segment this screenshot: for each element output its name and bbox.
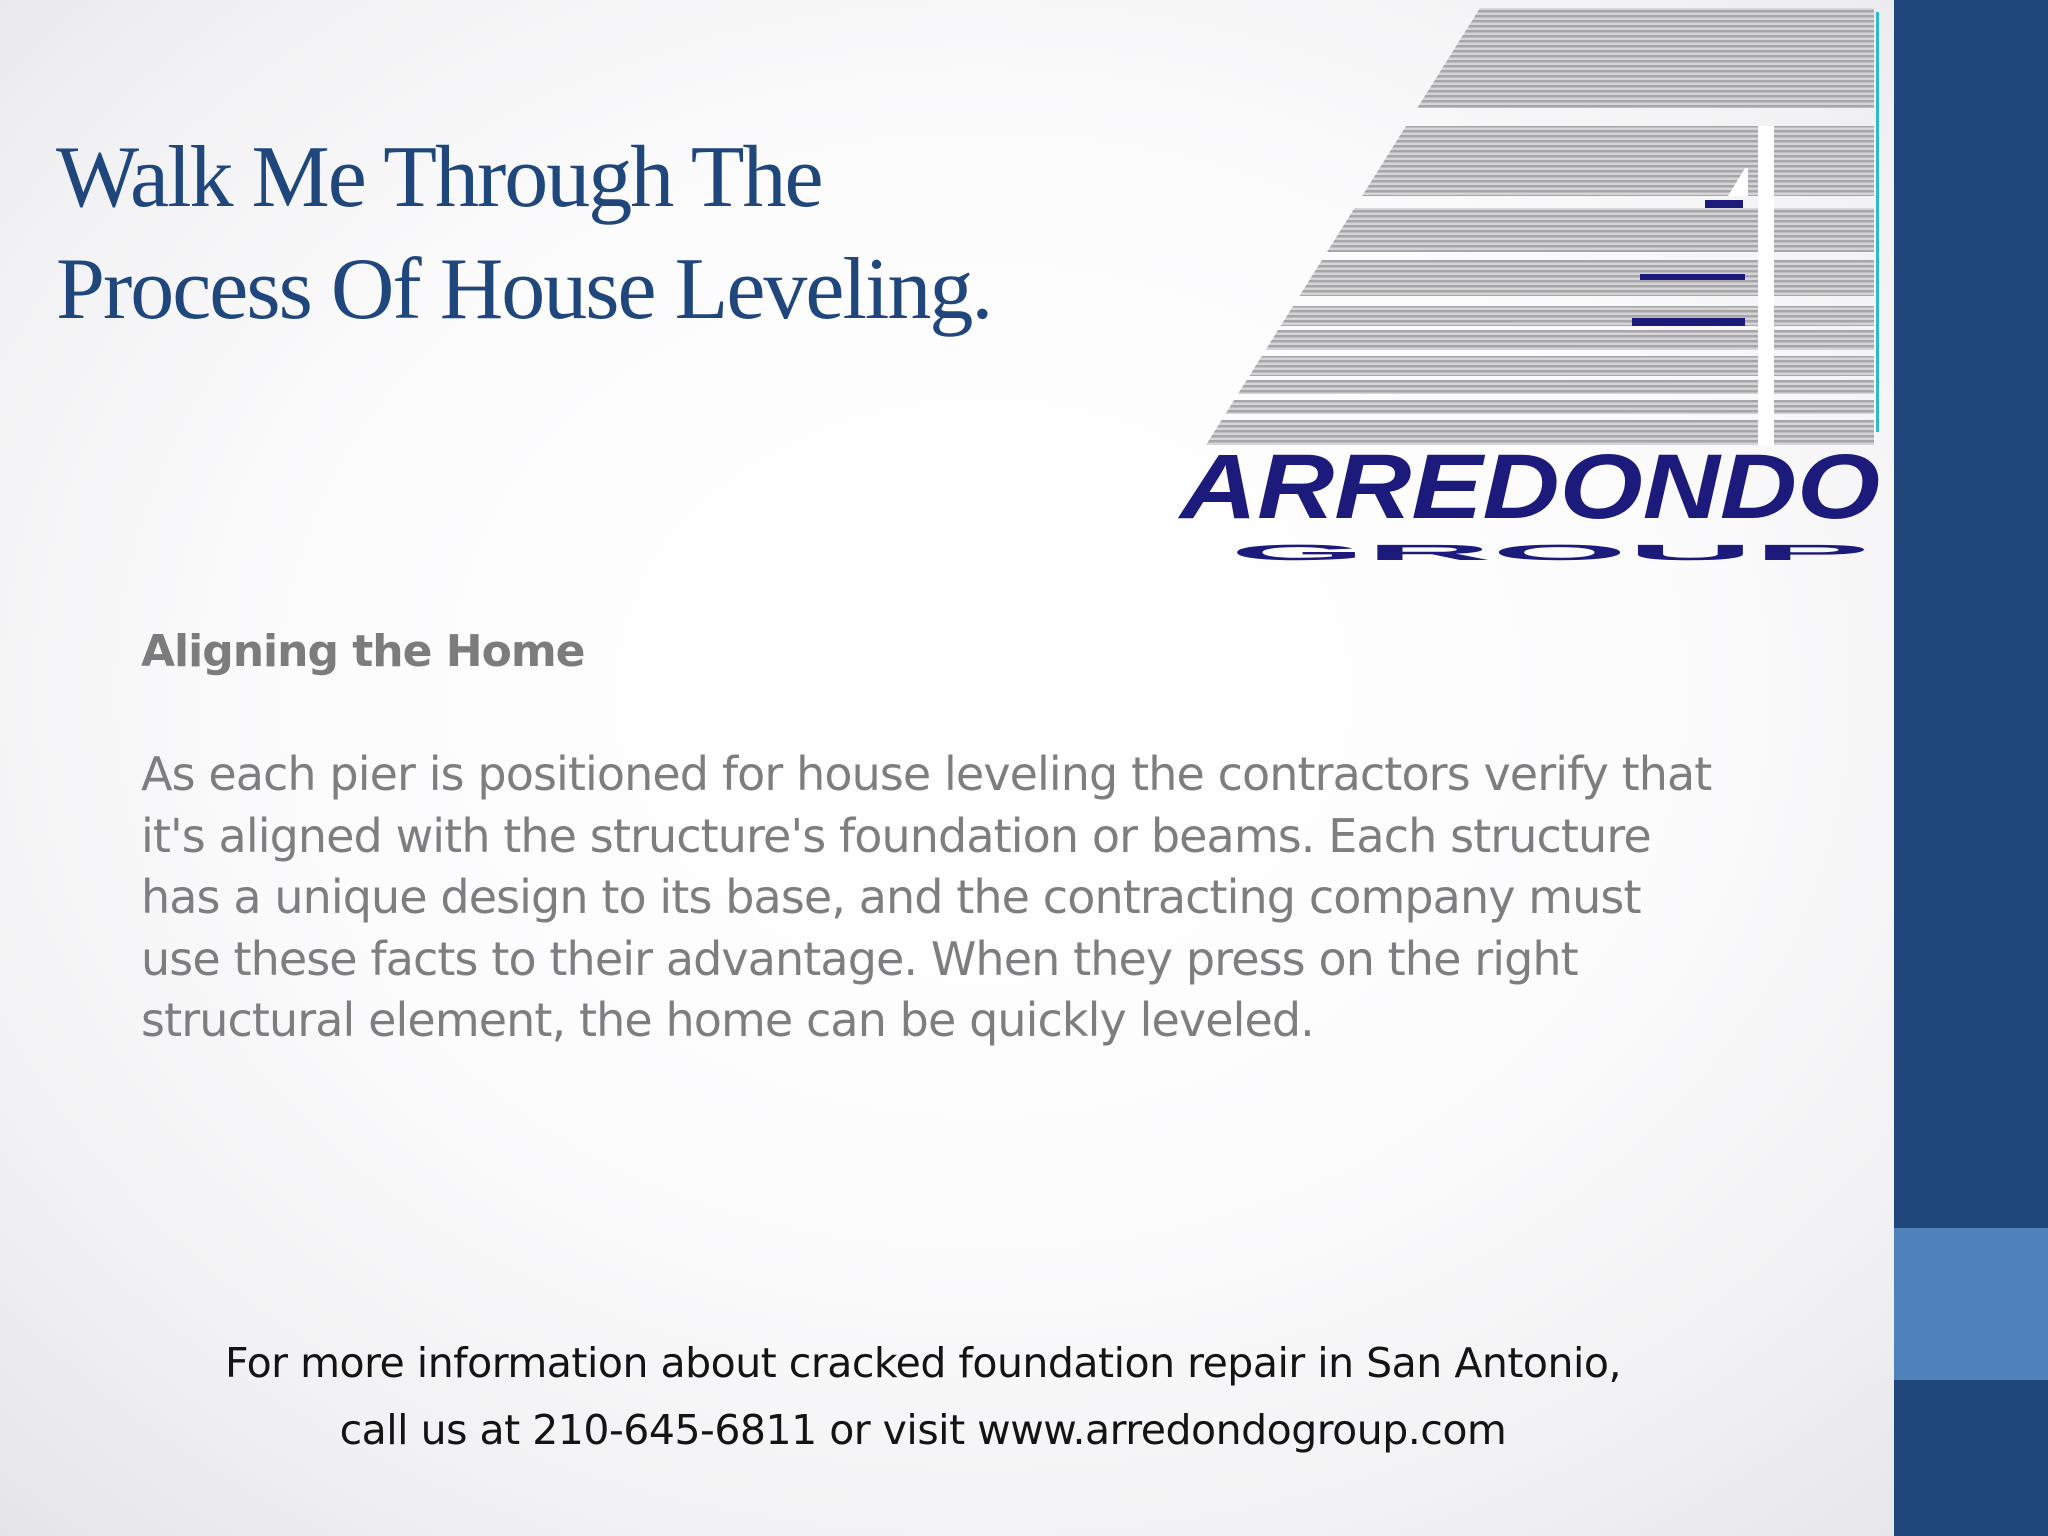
slide-title-line-2: Process Of House Leveling.: [56, 241, 992, 338]
contact-footer-line-2: call us at 210-645-6811 or visit www.arredondogroup.com: [339, 1406, 1507, 1454]
logo-subword: GROUP: [1230, 541, 1870, 565]
right-sidebar-accent-block: [1894, 1228, 2048, 1380]
contact-footer: [100, 1330, 1746, 1464]
body-paragraph: As each pier is positioned for house leveling the contractors verify that it's aligned with the structure's foundation or beams. Each structure has a unique design to its base, and the contracting company must use these facts to their advantage. When they press on the right structural element, the home can be quickly leveled.: [141, 747, 1712, 1047]
arredondo-group-logo: [1170, 0, 1894, 565]
slide-title: [56, 122, 1136, 346]
section-heading: Aligning the Home: [141, 626, 585, 677]
contact-footer-line-1: For more information about cracked foundation repair in San Antonio,: [224, 1339, 1622, 1387]
logo-word: ARREDONDO: [1177, 436, 1880, 538]
slide-title-line-1: Walk Me Through The: [56, 129, 822, 226]
